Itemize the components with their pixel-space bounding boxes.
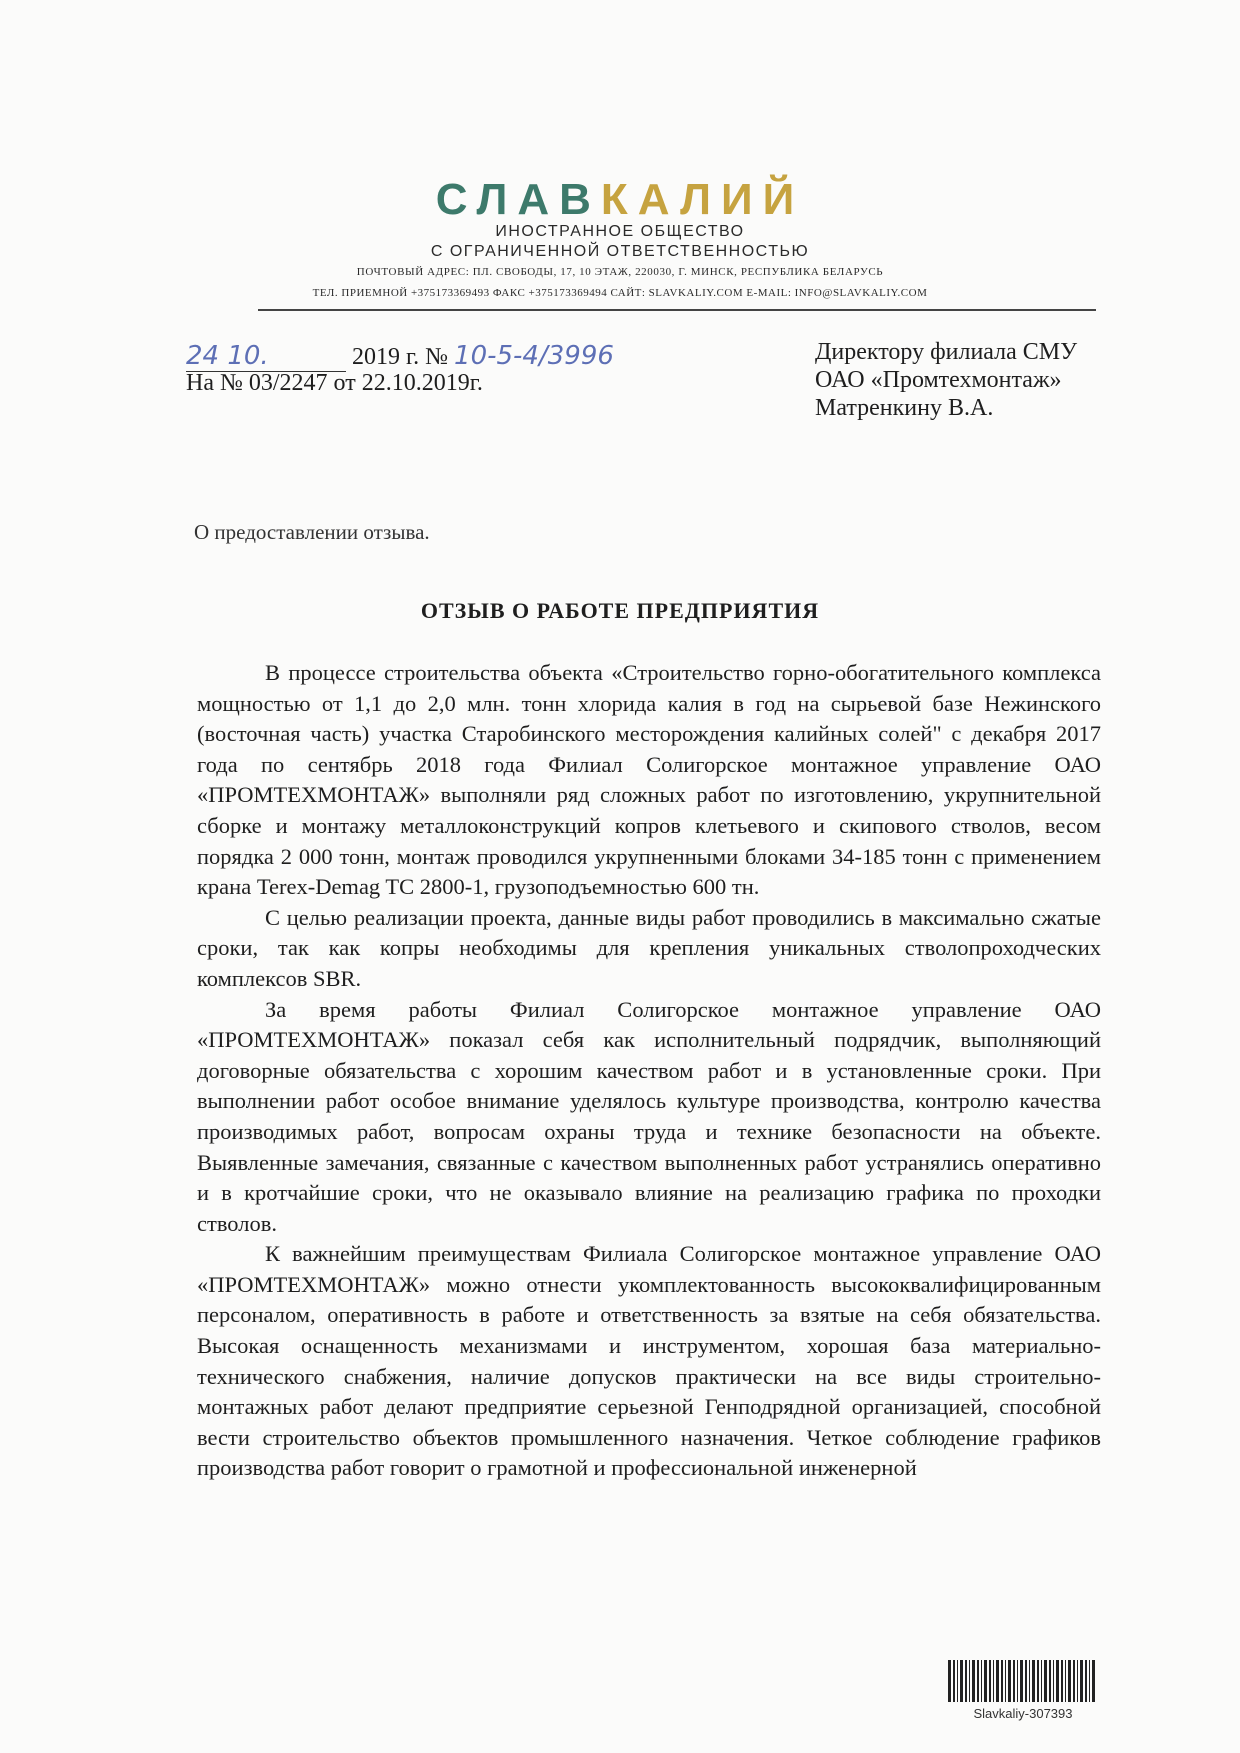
barcode-bar: [965, 1660, 967, 1702]
addressee-line3: Матренкину В.А.: [815, 395, 994, 421]
barcode-bar: [1013, 1660, 1015, 1702]
barcode-bar: [984, 1660, 987, 1702]
barcode-bar: [1056, 1660, 1059, 1702]
company-type-line2: С ОГРАНИЧЕННОЙ ОТВЕТСТВЕННОСТЬЮ: [430, 243, 810, 260]
barcode-bar: [969, 1660, 970, 1702]
barcode-bar: [981, 1660, 982, 1702]
letterhead-divider: [258, 309, 1096, 311]
company-type-line1: ИНОСТРАННОЕ ОБЩЕСТВО: [495, 223, 745, 240]
reference-year: 2019 г. №: [352, 344, 449, 370]
barcode-bar: [960, 1660, 963, 1702]
barcode-bar: [1092, 1660, 1095, 1702]
barcode-bar: [1037, 1660, 1039, 1702]
addressee-line2: ОАО «Промтехмонтаж»: [815, 367, 1062, 393]
barcode-bar: [1029, 1660, 1030, 1702]
barcode-bar: [1085, 1660, 1087, 1702]
body-paragraph-3: За время работы Филиал Солигорское монтажное управление ОАО «ПРОМТЕХМОНТАЖ» показал себя как исполнительный подрядчик, выполняющий договорные обязательства с хорошим качеством работ и в установленные сроки. При выполнении работ особое внимание уделялось культуре производства, контролю качества производимых работ, вопросам охраны труда и технике безопасности на объекте. Выявленные замечания, связанные с качеством выполненных работ устранялись оперативно и в кротчайшие сроки, что не оказывало влияние на реализацию графика по проходки стволов.: [197, 996, 1101, 1236]
barcode-bar: [1073, 1660, 1075, 1702]
handwritten-date: 24 10.: [186, 341, 346, 372]
company-logo: [0, 175, 1240, 224]
barcode-bar: [996, 1660, 999, 1702]
letter-body: [197, 658, 1101, 1484]
letter-subject: О предоставлении отзыва.: [194, 520, 430, 544]
barcode-bar: [1080, 1660, 1083, 1702]
handwritten-number: 10-5-4/3996: [454, 341, 614, 371]
postal-address: ПОЧТОВЫЙ АДРЕС: ПЛ. СВОБОДЫ, 17, 10 ЭТАЖ, 220030, Г. МИНСК, РЕСПУБЛИКА БЕЛАРУСЬ: [356, 266, 884, 278]
contact-info: ТЕЛ. ПРИЕМНОЙ +375173369493 ФАКС +375173369494 САЙТ: SLAVKALIY.COM E-MAIL: INFO@SLAVKALIY.COM: [312, 287, 928, 299]
barcode-bar: [948, 1660, 951, 1702]
barcode-bar: [977, 1660, 979, 1702]
barcode: [948, 1660, 1098, 1702]
barcode-id: Slavkaliy-307393: [973, 1706, 1073, 1721]
incoming-reference: На № 03/2247 от 22.10.2019г.: [186, 370, 483, 396]
barcode-bar: [1044, 1660, 1047, 1702]
barcode-bar: [1005, 1660, 1006, 1702]
barcode-bar: [1049, 1660, 1051, 1702]
document-title: ОТЗЫВ О РАБОТЕ ПРЕДПРИЯТИЯ: [420, 598, 820, 623]
barcode-bar: [1068, 1660, 1071, 1702]
barcode-bar: [989, 1660, 991, 1702]
barcode-bar: [1065, 1660, 1066, 1702]
barcode-bar: [1001, 1660, 1003, 1702]
logo-part-slav: СЛАВ: [435, 175, 601, 224]
logo-part-kaliy: КАЛИЙ: [600, 175, 805, 224]
body-paragraph-4: К важнейшим преимуществам Филиала Солигорское монтажное управление ОАО «ПРОМТЕХМОНТАЖ» можно отнести укомплектованность высококвалифицированным персоналом, оперативность в работе и ответственность за взятые на себя обязательства. Высокая оснащенность механизмами и инструментом, хорошая база материально-технического снабжения, наличие допусков практически на все виды строительно-монтажных работ делают предприятие серьезной Генподрядной организацией, способной вести строительство объектов промышленного назначения. Четкое соблюдение графиков производства работ говорит о грамотной и профессиональной инженерной: [197, 1241, 1101, 1481]
barcode-bar: [1008, 1660, 1011, 1702]
barcode-bar: [957, 1660, 958, 1702]
barcode-bar: [1053, 1660, 1054, 1702]
barcode-bar: [993, 1660, 994, 1702]
barcode-bar: [1025, 1660, 1027, 1702]
outgoing-reference: [186, 341, 614, 372]
barcode-bar: [1020, 1660, 1023, 1702]
barcode-bar: [1041, 1660, 1042, 1702]
barcode-bar: [953, 1660, 955, 1702]
barcode-bar: [1089, 1660, 1090, 1702]
barcode-bar: [972, 1660, 975, 1702]
barcode-bar: [1077, 1660, 1078, 1702]
barcode-bar: [1061, 1660, 1063, 1702]
body-paragraph-2: С целью реализации проекта, данные виды работ проводились в максимально сжатые сроки, так как копры необходимы для крепления уникальных стволопроходческих комплексов SBR.: [197, 904, 1101, 991]
barcode-bar: [1017, 1660, 1018, 1702]
barcode-bar: [1032, 1660, 1035, 1702]
addressee-line1: Директору филиала СМУ: [815, 339, 1078, 365]
body-paragraph-1: В процессе строительства объекта «Строительство горно-обогатительного комплекса мощностью от 1,1 до 2,0 млн. тонн хлорида калия в год на сырьевой базе Нежинского (восточная часть) участка Старобинского месторождения калийных солей" с декабря 2017 года по сентябрь 2018 года Филиал Солигорское монтажное управление ОАО «ПРОМТЕХМОНТАЖ» выполняли ряд сложных работ по изготовлению, укрупнительной сборке и монтажу металлоконструкций копров клетьевого и скипового стволов, весом порядка 2 000 тонн, монтаж проводился укрупненными блоками 34-185 тонн с применением крана Terex-Demag TC 2800-1, грузоподъемностью 600 тн.: [197, 660, 1101, 900]
